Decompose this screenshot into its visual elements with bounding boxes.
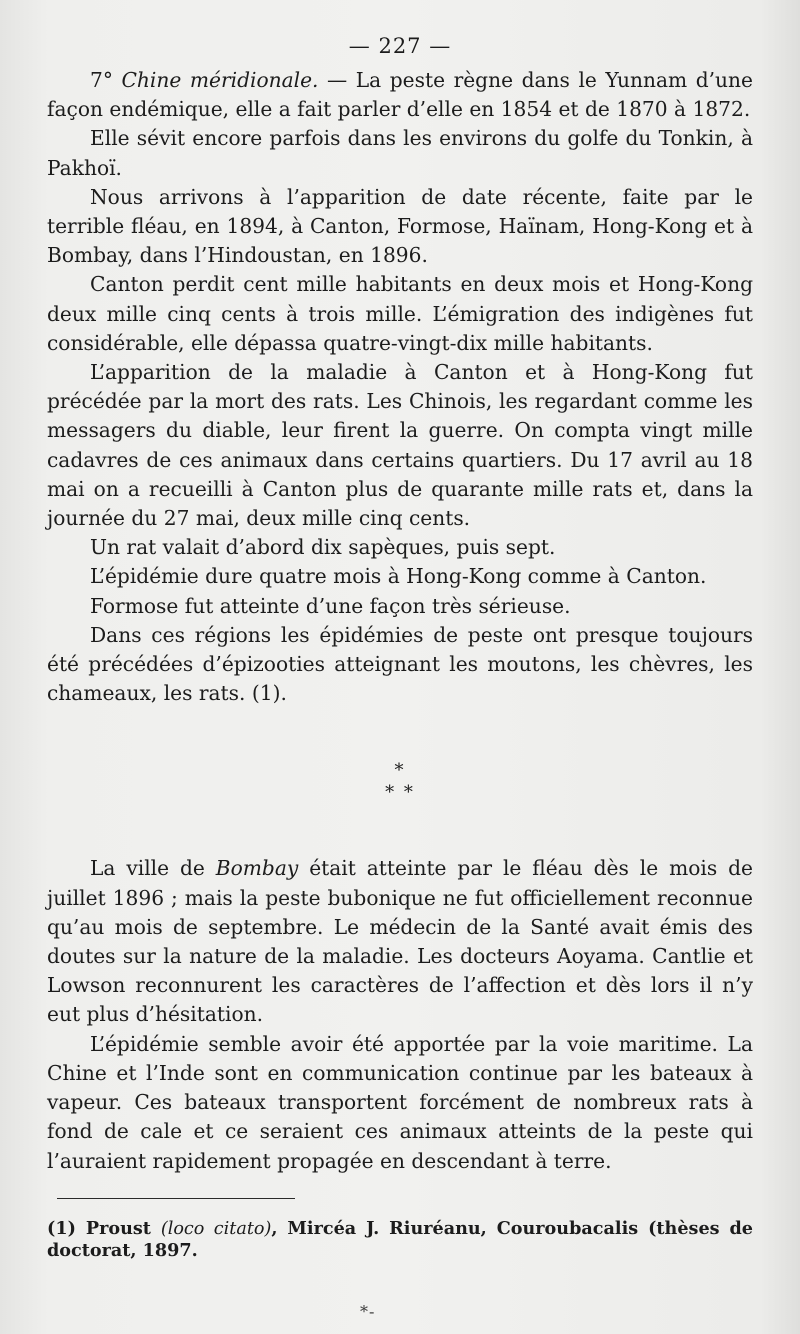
section-separator [47, 760, 753, 804]
paragraph: Dans ces régions les épidémies de peste ont presque toujours été précédées d’épizooties atteignant les moutons, les chèvres, les chameaux, les rats. (1). [47, 622, 753, 706]
paragraph: Elle sévit encore parfois dans les environs du golfe du Tonkin, à Pakhoï. [47, 126, 753, 180]
footnote [47, 1218, 753, 1262]
paragraph: Canton perdit cent mille habitants en deux mois et Hong-Kong deux mille cinq cents à trois mille. L’émigration des indigènes fut considérable, elle dépassa quatre-vingt-dix mille habitants. [47, 272, 753, 355]
page-number: — 227 — [348, 34, 452, 58]
footnote-citation: (loco citato) [160, 1219, 272, 1239]
footnote-text: (1) Proust [47, 1218, 161, 1239]
section-title: Chine méridionale. [121, 68, 319, 92]
separator-asterisk-top: * [394, 760, 406, 782]
footnote-text: , Mircéa J. Riuréanu, Couroubacalis (thèses de doctorat, 1897. [47, 1218, 753, 1261]
paragraph: Formose fut atteinte d’une façon très sérieuse. [90, 593, 571, 618]
paragraph: L’épidémie semble avoir été apportée par la voie maritime. La Chine et l’Inde sont en communication continue par les bateaux à vapeur. Ces bateaux transportent forcément de nombreux rats à fond de cale et ce seraient ces animaux atteints de la peste qui l’auraient rapidement propagée en descendant à terre. [47, 1031, 753, 1173]
paragraph-text: La ville de [90, 856, 216, 881]
paragraph: L’épidémie dure quatre mois à Hong-Kong comme à Canton. [90, 564, 707, 589]
section-number: 7° [90, 68, 122, 92]
paragraph: L’apparition de la maladie à Canton et à Hong-Kong fut précédée par la mort des rats. Les Chinois, les regardant comme les messagers du diable, leur firent la guerre. On compta vingt mille cadavres de ces animaux dans certains quartiers. Du 17 avril au 18 mai on a recueilli à Canton plus de quarante mille rats et, dans la journée du 27 mai, deux mille cinq cents. [47, 360, 753, 531]
paragraph-text: était atteinte par le fléau dès le mois de juillet 1896 ; mais la peste bubonique ne fut officiellement reconnue qu’au mois de septembre. Le médecin de la Santé avait émis des doutes sur la nature de la maladie. Les docteurs Aoyama. Cantlie et Lowson reconnurent les caractères de l’affection et dès lors il n’y eut plus d’hésitation. [47, 856, 753, 1027]
paragraph: Nous arrivons à l’apparition de date récente, faite par le terrible fléau, en 1894, à Canton, Formose, Haïnam, Hong-Kong et à Bombay, dans l’Hindoustan, en 1896. [47, 184, 753, 268]
footnote-rule [57, 1198, 295, 1199]
separator-asterisks-bottom: * * [385, 782, 415, 804]
printer-mark: *- [360, 1302, 376, 1321]
place-name: Bombay [215, 856, 299, 881]
paragraph-bombay [47, 854, 753, 1029]
paragraph-text: — La peste règne dans le Yunnam d’une façon endémique, elle a fait parler d’elle en 1854 et de 1870 à 1872. [47, 68, 753, 122]
body-text [47, 66, 753, 1176]
paragraph: Un rat valait d’abord dix sapèques, puis sept. [90, 535, 556, 560]
paragraph-chine-meridionale [47, 66, 753, 124]
